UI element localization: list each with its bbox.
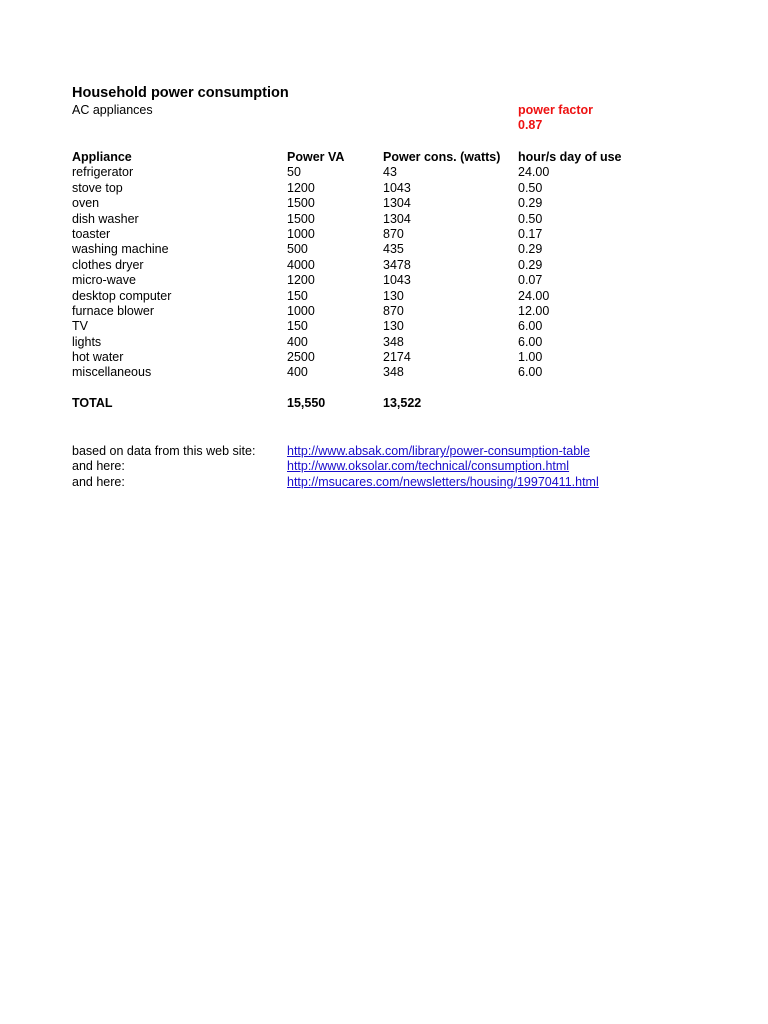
power-watts: 1304 — [383, 196, 411, 211]
total-label: TOTAL — [72, 396, 113, 411]
power-watts: 1043 — [383, 180, 411, 195]
power-watts: 3478 — [383, 257, 411, 272]
total-power-watts: 13,522 — [383, 396, 422, 411]
power-watts: 435 — [383, 242, 404, 257]
appliance-name: miscellaneous — [72, 365, 152, 380]
hours-per-day: 0.17 — [518, 226, 543, 241]
power-watts: 1304 — [383, 211, 411, 226]
hours-per-day: 0.29 — [518, 196, 543, 211]
table-row — [72, 165, 692, 180]
hours-per-day: 24.00 — [518, 165, 550, 180]
power-va: 400 — [287, 334, 308, 349]
power-va: 1500 — [287, 211, 315, 226]
power-va: 1200 — [287, 180, 315, 195]
hours-per-day: 12.00 — [518, 303, 550, 318]
source-label: and here: — [72, 459, 125, 474]
power-va: 1000 — [287, 303, 315, 318]
table-row — [72, 365, 692, 380]
source-row — [72, 459, 692, 474]
power-va: 1000 — [287, 226, 315, 241]
power-watts: 130 — [383, 319, 404, 334]
table-row — [72, 258, 692, 273]
table-row — [72, 273, 692, 288]
appliance-name: clothes dryer — [72, 257, 144, 272]
source-row — [72, 444, 692, 459]
appliance-name: stove top — [72, 180, 123, 195]
table-row — [72, 196, 692, 211]
header-appliance: Appliance — [72, 150, 132, 164]
subtitle: AC appliances — [72, 103, 153, 117]
power-va: 50 — [287, 165, 301, 180]
appliance-name: TV — [72, 319, 88, 334]
appliance-name: lights — [72, 334, 102, 349]
hours-per-day: 1.00 — [518, 350, 543, 365]
power-va: 400 — [287, 365, 308, 380]
table-row — [72, 304, 692, 319]
appliance-name: washing machine — [72, 242, 169, 257]
hours-per-day: 6.00 — [518, 334, 543, 349]
power-watts: 43 — [383, 165, 397, 180]
power-va: 1500 — [287, 196, 315, 211]
appliance-name: toaster — [72, 226, 111, 241]
appliance-name: oven — [72, 196, 100, 211]
source-link-oksolar[interactable]: http://www.oksolar.com/technical/consumption.html — [287, 459, 570, 474]
sources-section — [72, 444, 692, 490]
power-watts: 348 — [383, 365, 404, 380]
hours-per-day: 0.29 — [518, 257, 543, 272]
table-row — [72, 350, 692, 365]
appliance-name: refrigerator — [72, 165, 134, 180]
power-watts: 2174 — [383, 350, 411, 365]
table-total-row — [72, 396, 692, 411]
page-title: Household power consumption — [72, 85, 289, 101]
source-row — [72, 475, 692, 490]
power-va: 1200 — [287, 273, 315, 288]
source-label: and here: — [72, 474, 125, 489]
hours-per-day: 6.00 — [518, 319, 543, 334]
source-link-msucares[interactable]: http://msucares.com/newsletters/housing/19970411.html — [287, 474, 599, 489]
table-row — [72, 289, 692, 304]
table-row — [72, 227, 692, 242]
power-factor-value: 0.87 — [518, 118, 543, 132]
table-header-row — [72, 150, 692, 165]
consumption-table — [72, 150, 692, 412]
power-va: 4000 — [287, 257, 315, 272]
power-va: 150 — [287, 319, 308, 334]
total-power-va: 15,550 — [287, 396, 326, 411]
power-factor-label: power factor — [518, 103, 594, 117]
power-va: 2500 — [287, 350, 315, 365]
table-row — [72, 212, 692, 227]
hours-per-day: 6.00 — [518, 365, 543, 380]
appliance-name: micro-wave — [72, 273, 136, 288]
hours-per-day: 0.07 — [518, 273, 543, 288]
power-va: 150 — [287, 288, 308, 303]
table-row — [72, 181, 692, 196]
power-watts: 870 — [383, 226, 404, 241]
power-watts: 870 — [383, 303, 404, 318]
power-watts: 130 — [383, 288, 404, 303]
hours-per-day: 0.29 — [518, 242, 543, 257]
hours-per-day: 0.50 — [518, 180, 543, 195]
power-watts: 1043 — [383, 273, 411, 288]
table-row — [72, 242, 692, 257]
table-row — [72, 319, 692, 334]
hours-per-day: 0.50 — [518, 211, 543, 226]
power-va: 500 — [287, 242, 308, 257]
header-power-va: Power VA — [287, 150, 345, 164]
header-power-watts: Power cons. (watts) — [383, 150, 501, 164]
table-row — [72, 335, 692, 350]
appliance-name: desktop computer — [72, 288, 172, 303]
appliance-name: hot water — [72, 350, 124, 365]
appliance-name: dish washer — [72, 211, 139, 226]
power-watts: 348 — [383, 334, 404, 349]
hours-per-day: 24.00 — [518, 288, 550, 303]
header-hours: hour/s day of use — [518, 150, 622, 164]
source-label: based on data from this web site: — [72, 444, 256, 458]
appliance-name: furnace blower — [72, 303, 154, 318]
source-link-absak[interactable]: http://www.absak.com/library/power-consumption-table — [287, 444, 590, 458]
